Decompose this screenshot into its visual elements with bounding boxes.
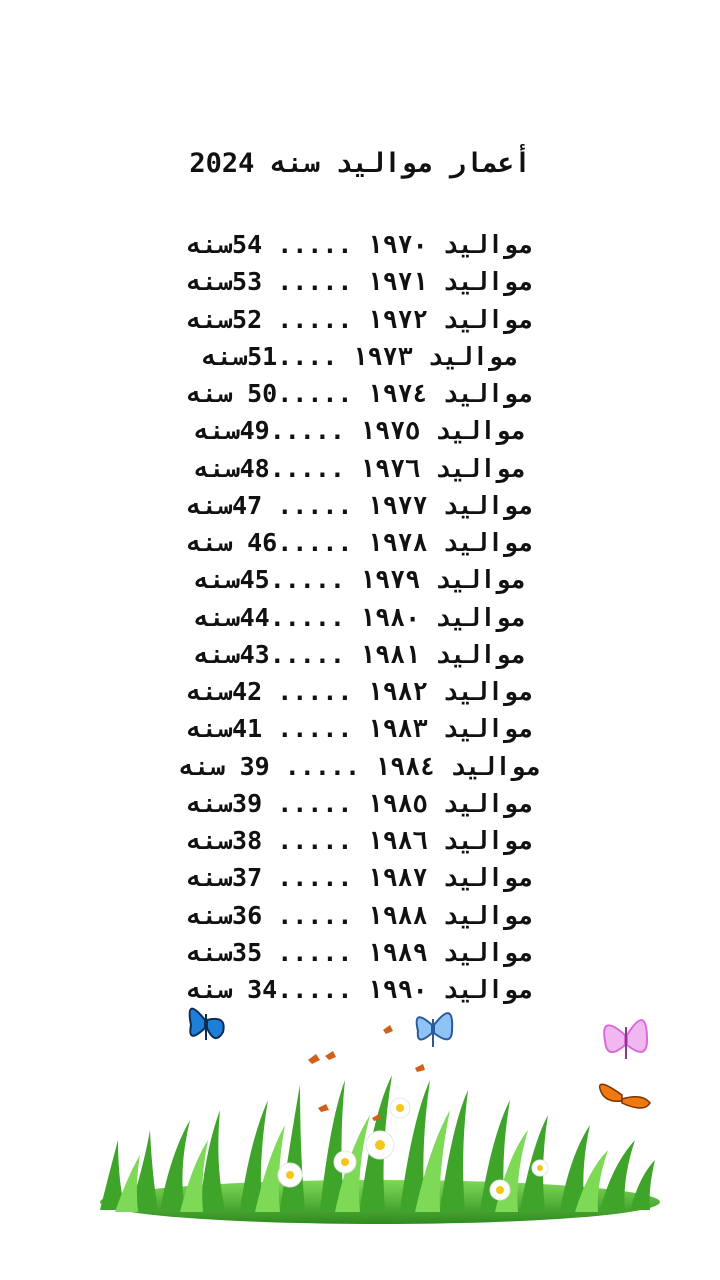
list-item: مواليد ١٩٨٧ ..... 37سنه bbox=[186, 863, 534, 893]
list-item: مواليد ١٩٧١ ..... 53سنه bbox=[186, 267, 534, 297]
list-item: مواليد ١٩٧٤ .....50 سنه bbox=[186, 379, 534, 408]
list-item: مواليد ١٩٧٩ .....45سنه bbox=[194, 565, 526, 595]
page-title: أعمار مواليد سنه 2024 bbox=[189, 148, 531, 179]
grass-butterfly-scene bbox=[0, 990, 720, 1240]
list-item: مواليد ١٩٧٦ .....48سنه bbox=[194, 453, 526, 483]
birth-years-list bbox=[0, 226, 720, 1008]
list-item: مواليد ١٩٨٢ ..... 42سنه bbox=[186, 677, 534, 706]
list-item: مواليد ١٩٧٢ ..... 52سنه bbox=[186, 304, 534, 334]
list-item: مواليد ١٩٨٥ ..... 39سنه bbox=[186, 788, 534, 818]
butterfly-icon bbox=[417, 1013, 453, 1047]
list-item: مواليد ١٩٧٣ ....51سنه bbox=[201, 341, 519, 371]
list-item: مواليد ١٩٨٣ ..... 41سنه bbox=[186, 714, 534, 744]
list-item: مواليد ١٩٨١ .....43سنه bbox=[194, 639, 526, 669]
list-item: مواليد ١٩٧٧ ..... 47سنه bbox=[186, 490, 534, 520]
list-item: مواليد ١٩٧٨ .....46 سنه bbox=[186, 528, 534, 557]
butterfly-icon bbox=[600, 1084, 650, 1108]
list-item: مواليد ١٩٨٠ .....44سنه bbox=[194, 602, 526, 632]
list-item: مواليد ١٩٨٩ ..... 35سنه bbox=[186, 937, 534, 967]
list-item: مواليد ١٩٨٨ ..... 36سنه bbox=[186, 900, 534, 930]
list-item: مواليد ١٩٩٠ .....34 سنه bbox=[186, 975, 534, 1004]
list-item: مواليد ١٩٨٤ ..... 39 سنه bbox=[179, 751, 541, 781]
list-item: مواليد ١٩٧٥ .....49سنه bbox=[194, 416, 526, 446]
list-item: مواليد ١٩٧٠ ..... 54سنه bbox=[186, 230, 534, 259]
butterfly-icon bbox=[604, 1020, 647, 1059]
butterfly-icon bbox=[190, 1009, 224, 1040]
list-item: مواليد ١٩٨٦ ..... 38سنه bbox=[186, 826, 534, 855]
